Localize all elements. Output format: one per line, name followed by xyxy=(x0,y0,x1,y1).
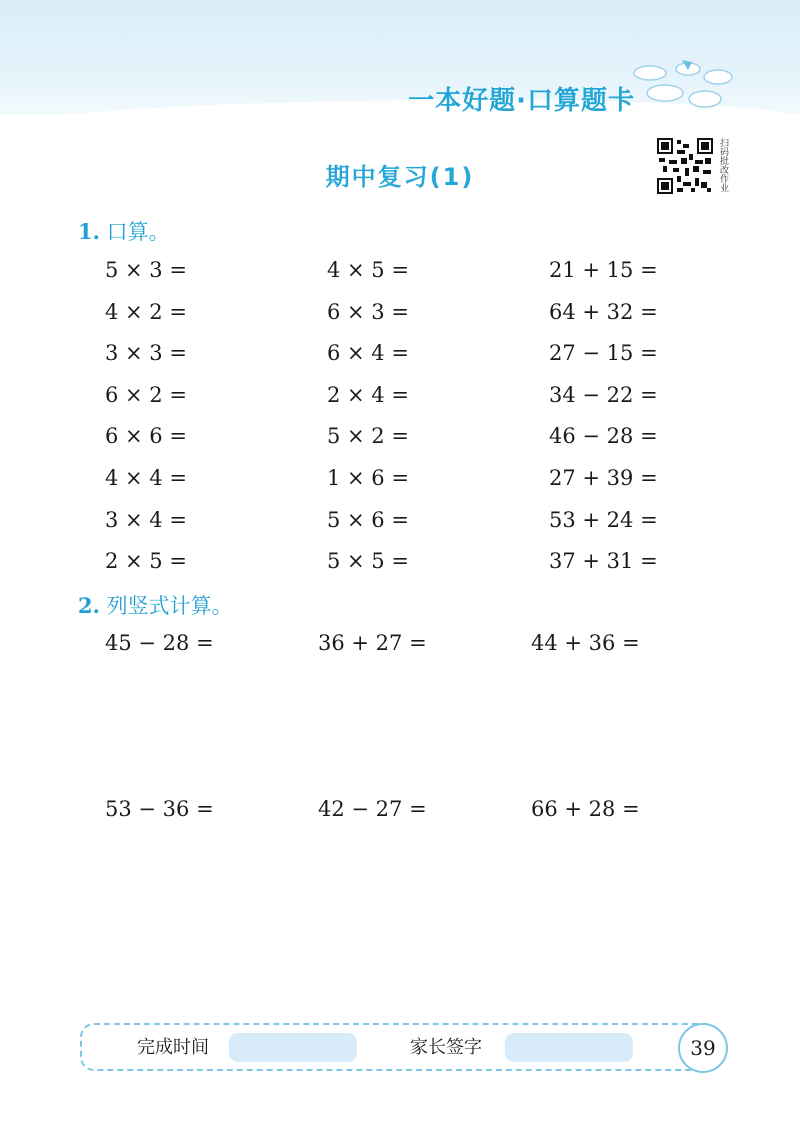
problem: 2 × 5 = xyxy=(105,549,187,574)
section-2-heading xyxy=(78,590,233,620)
brand-title: 一本好题·口算题卡 xyxy=(408,86,635,116)
problem: 64 + 32 = xyxy=(549,299,658,324)
completion-time-label: 完成时间 xyxy=(137,1037,209,1058)
section-2-label: 列竖式计算。 xyxy=(106,594,233,618)
problem: 66 + 28 = xyxy=(531,797,640,821)
completion-time-field[interactable] xyxy=(229,1033,357,1062)
problem: 6 × 3 = xyxy=(327,299,409,324)
problem: 5 × 3 = xyxy=(105,258,187,282)
problem: 3 × 3 = xyxy=(105,341,187,366)
problem: 2 × 4 = xyxy=(327,382,409,407)
problem: 46 − 28 = xyxy=(549,424,658,449)
parent-signature-label: 家长签字 xyxy=(410,1037,482,1058)
table-row xyxy=(105,507,725,549)
problem: 34 − 22 = xyxy=(549,382,658,407)
problem: 1 × 6 = xyxy=(327,465,409,490)
problem: 6 × 4 = xyxy=(327,341,409,366)
section-2-number: 2. xyxy=(78,593,100,618)
table-row xyxy=(105,382,725,424)
problem: 44 + 36 = xyxy=(531,631,640,655)
section-1-label: 口算。 xyxy=(106,220,170,244)
parent-signature-field[interactable] xyxy=(505,1033,633,1062)
problem: 45 − 28 = xyxy=(105,631,214,655)
section-1-heading xyxy=(78,216,170,246)
problem: 53 + 24 = xyxy=(549,507,658,532)
page-title: 期中复习(1) xyxy=(325,163,475,191)
page-number: 39 xyxy=(678,1023,728,1073)
oral-calc-grid xyxy=(105,257,725,590)
problem: 27 − 15 = xyxy=(549,341,658,366)
problem: 6 × 6 = xyxy=(105,424,187,449)
problem: 5 × 5 = xyxy=(327,549,409,574)
table-row xyxy=(105,548,725,590)
table-row xyxy=(105,299,725,341)
problem: 5 × 2 = xyxy=(327,424,409,449)
table-row xyxy=(105,465,725,507)
problem: 4 × 2 = xyxy=(105,299,187,324)
problem: 3 × 4 = xyxy=(105,507,187,532)
table-row xyxy=(105,630,725,656)
problem: 4 × 5 = xyxy=(327,258,409,282)
problem: 36 + 27 = xyxy=(318,631,427,655)
problem: 6 × 2 = xyxy=(105,382,187,407)
problem: 53 − 36 = xyxy=(105,797,214,821)
problem: 4 × 4 = xyxy=(105,465,187,490)
table-row xyxy=(105,796,725,822)
section-1-number: 1. xyxy=(78,219,100,244)
clouds-icon xyxy=(630,55,740,115)
table-row xyxy=(105,340,725,382)
problem: 42 − 27 = xyxy=(318,797,427,821)
problem: 21 + 15 = xyxy=(549,258,658,282)
problem: 5 × 6 = xyxy=(327,507,409,532)
problem: 37 + 31 = xyxy=(549,549,658,574)
table-row xyxy=(105,257,725,299)
table-row xyxy=(105,423,725,465)
problem: 27 + 39 = xyxy=(549,465,658,490)
qr-label: 扫码批改作业 xyxy=(718,138,728,192)
